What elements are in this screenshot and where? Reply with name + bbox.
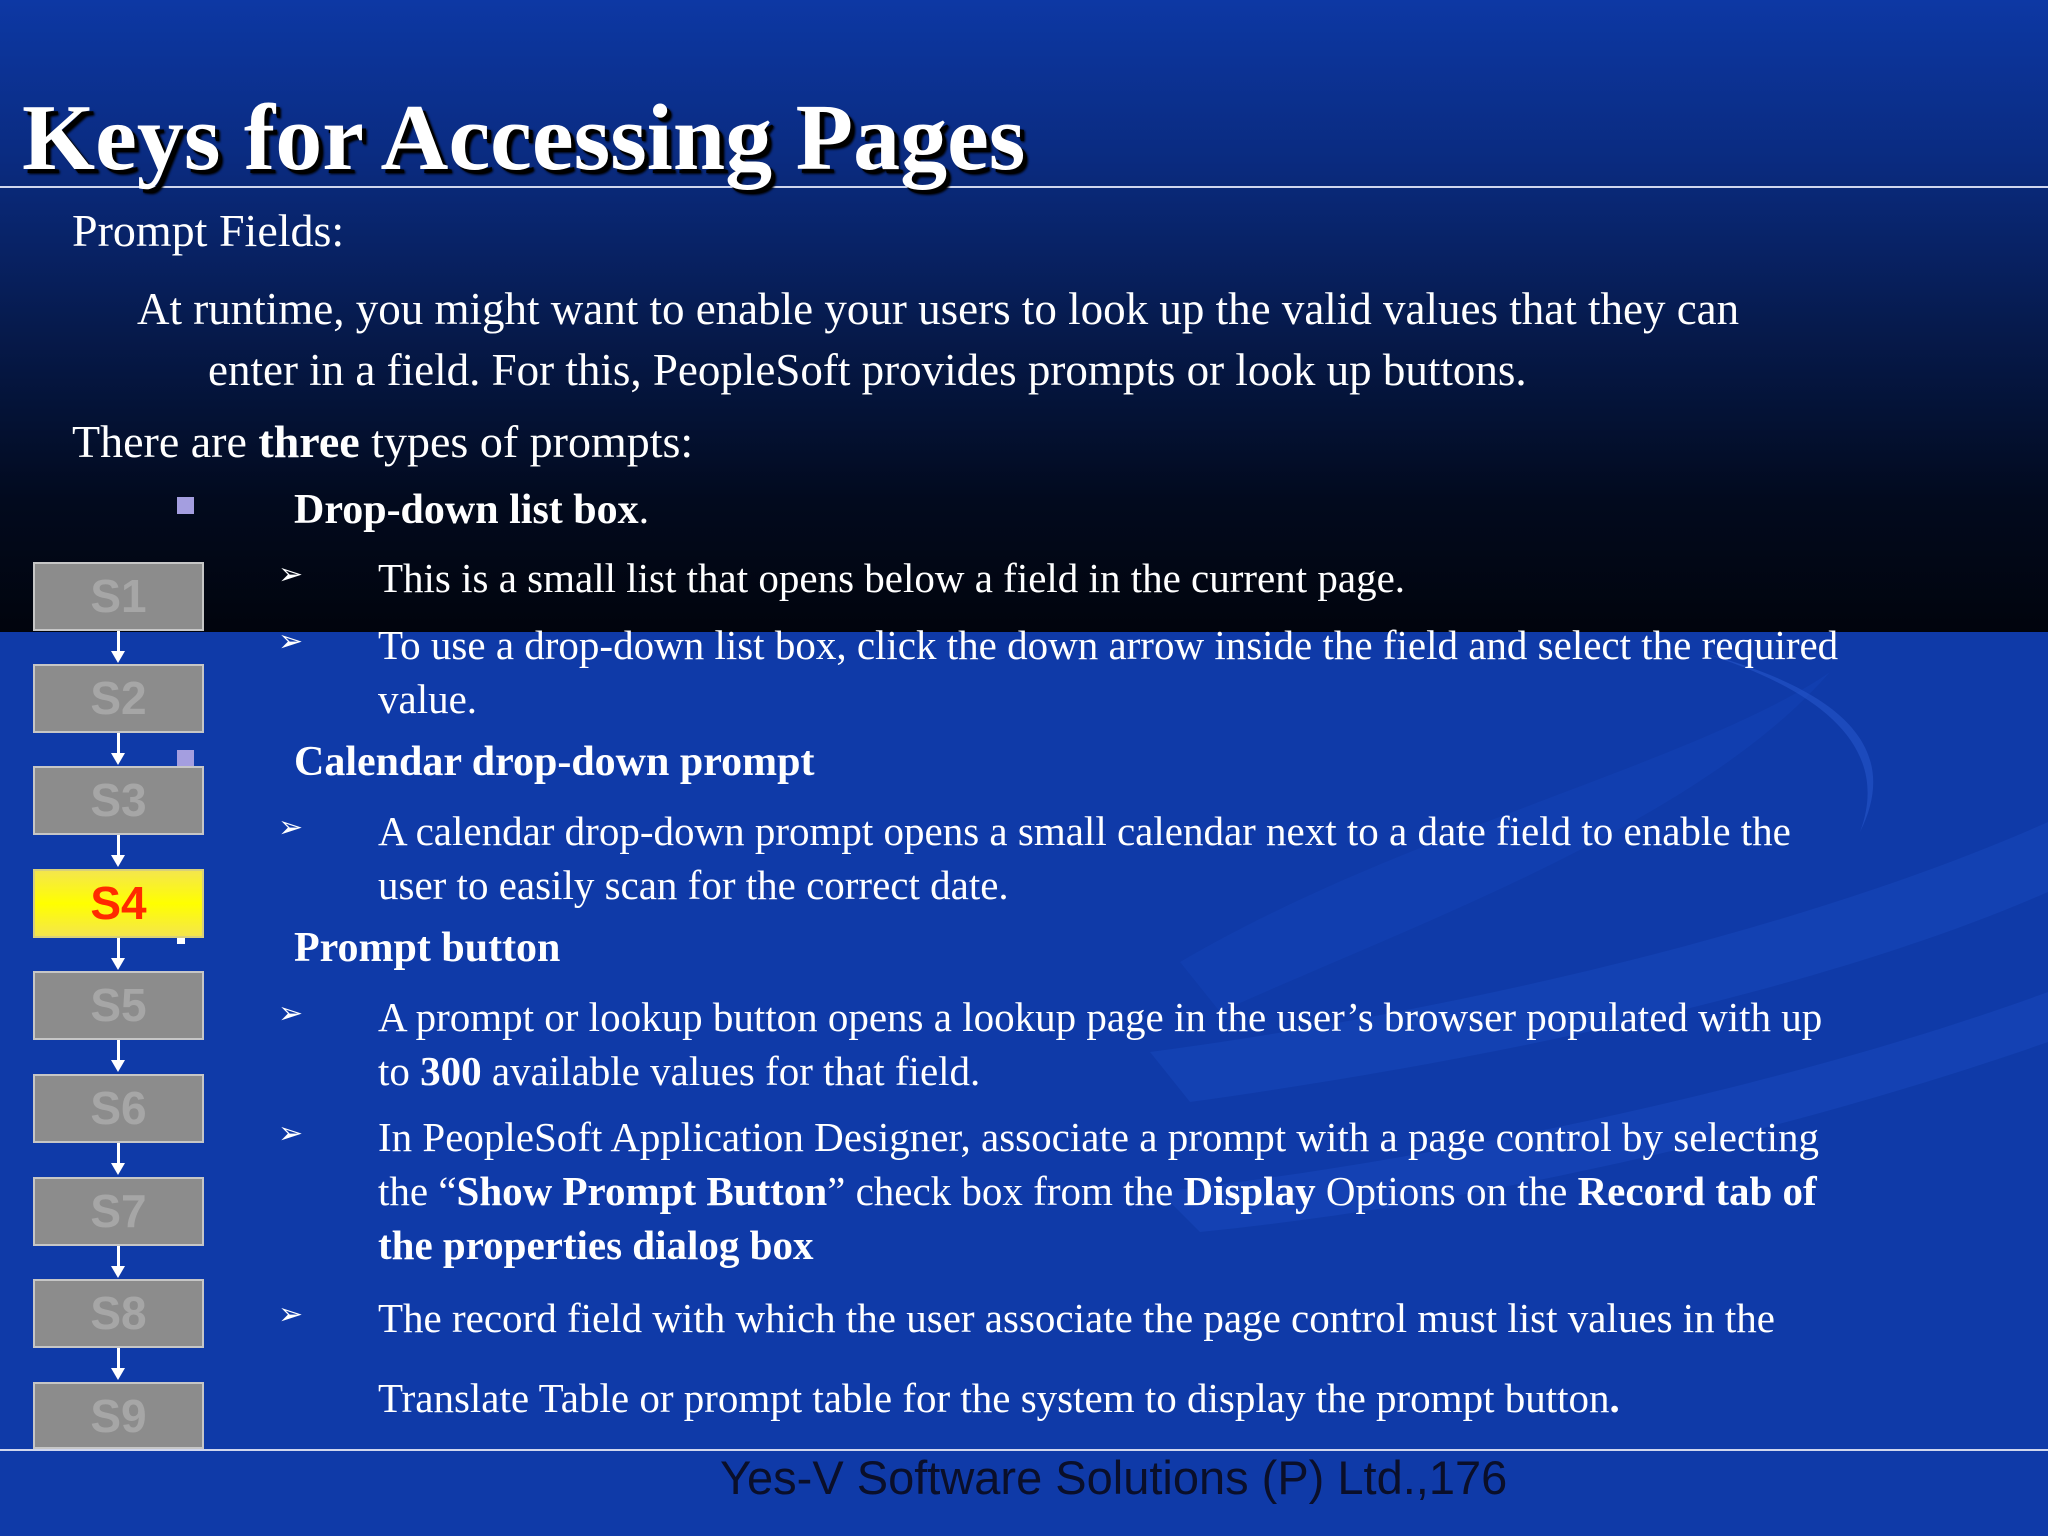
point-text: To use a drop-down list box, click the down arrow inside the field and select the required bbox=[378, 622, 1839, 668]
point-text-continued: user to easily scan for the correct date. bbox=[378, 862, 1009, 908]
step-s2[interactable]: S2 bbox=[33, 664, 204, 733]
step-s9[interactable]: S9 bbox=[33, 1382, 204, 1449]
section-heading-calendar: Calendar drop-down prompt bbox=[294, 739, 815, 785]
arrowhead-bullet-icon: ➢ bbox=[278, 996, 304, 1031]
step-connector bbox=[117, 733, 120, 753]
step-connector bbox=[117, 938, 120, 958]
arrowhead-bullet-icon: ➢ bbox=[278, 1297, 304, 1332]
prompt-fields-label: Prompt Fields: bbox=[72, 205, 345, 256]
point-text-continued: to 300 available values for that field. bbox=[378, 1048, 981, 1094]
intro-line-2: enter in a field. For this, PeopleSoft provides prompts or look up buttons. bbox=[208, 345, 1527, 395]
down-arrow-icon bbox=[111, 651, 125, 663]
point-text: A prompt or lookup button opens a lookup page in the user’s browser populated with up bbox=[378, 994, 1823, 1040]
footer-text: Yes-V Software Solutions (P) Ltd.,176 bbox=[720, 1451, 1508, 1504]
section-heading-prompt-button: Prompt button bbox=[294, 925, 561, 971]
arrowhead-bullet-icon: ➢ bbox=[278, 1116, 304, 1151]
down-arrow-icon bbox=[111, 1060, 125, 1072]
step-connector bbox=[117, 1143, 120, 1163]
point-text: The record field with which the user associate the page control must list values in the bbox=[378, 1295, 1776, 1341]
point-text-continued: Translate Table or prompt table for the system to display the prompt button. bbox=[378, 1375, 1620, 1421]
point-text-continued: the properties dialog box bbox=[378, 1222, 814, 1268]
step-s7[interactable]: S7 bbox=[33, 1177, 204, 1246]
point-text-continued: value. bbox=[378, 676, 478, 722]
square-bullet-icon bbox=[177, 497, 194, 514]
slide-title: Keys for Accessing Pages bbox=[22, 86, 1026, 190]
step-s1[interactable]: S1 bbox=[33, 562, 204, 631]
step-connector bbox=[117, 1348, 120, 1368]
intro-line-1: At runtime, you might want to enable your users to look up the valid values that they can bbox=[137, 284, 1740, 334]
step-s3[interactable]: S3 bbox=[33, 766, 204, 835]
arrowhead-bullet-icon: ➢ bbox=[278, 810, 304, 845]
section-heading-dropdown: Drop-down list box. bbox=[294, 487, 650, 533]
point-text: This is a small list that opens below a field in the current page. bbox=[378, 555, 1406, 601]
point-text-continued: the “Show Prompt Button” check box from the Display Options on the Record tab of bbox=[378, 1168, 1817, 1214]
step-connector bbox=[117, 631, 120, 651]
point-text: A calendar drop-down prompt opens a small calendar next to a date field to enable the bbox=[378, 808, 1791, 854]
step-s8[interactable]: S8 bbox=[33, 1279, 204, 1348]
down-arrow-icon bbox=[111, 958, 125, 970]
step-connector bbox=[117, 1246, 120, 1266]
types-sentence: There are three types of prompts: bbox=[72, 416, 694, 467]
down-arrow-icon bbox=[111, 1266, 125, 1278]
down-arrow-icon bbox=[111, 855, 125, 867]
down-arrow-icon bbox=[111, 1368, 125, 1380]
down-arrow-icon bbox=[111, 1163, 125, 1175]
square-bullet-icon bbox=[177, 750, 194, 767]
down-arrow-icon bbox=[111, 753, 125, 765]
step-s5[interactable]: S5 bbox=[33, 971, 204, 1040]
step-connector bbox=[117, 835, 120, 855]
step-s4[interactable]: S4 bbox=[33, 869, 204, 938]
arrowhead-bullet-icon: ➢ bbox=[278, 557, 304, 592]
point-text: In PeopleSoft Application Designer, associate a prompt with a page control by selecting bbox=[378, 1114, 1819, 1160]
arrowhead-bullet-icon: ➢ bbox=[278, 624, 304, 659]
step-connector bbox=[117, 1040, 120, 1060]
step-s6[interactable]: S6 bbox=[33, 1074, 204, 1143]
